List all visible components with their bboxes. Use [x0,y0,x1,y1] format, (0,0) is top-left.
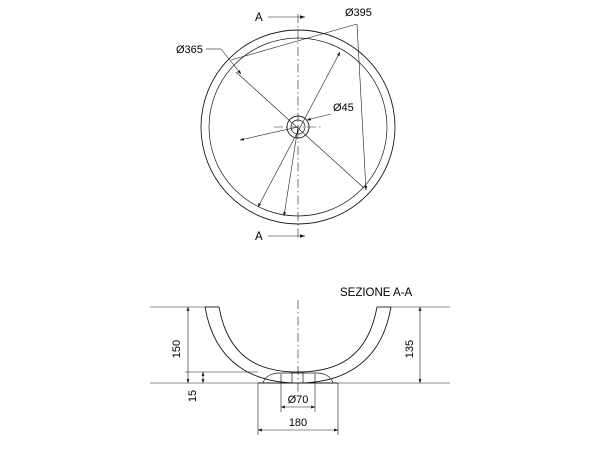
section-view-group [150,287,450,435]
dim-inner-diameter: Ø365 [176,44,203,56]
section-mark-top: A [255,12,263,24]
dim-foot-height: 15 [187,389,199,403]
section-title: SEZIONE A-A [340,287,413,299]
dim-drain-diameter: Ø45 [333,102,354,114]
section-mark-bottom: A [255,231,263,243]
dim-base-width: 180 [288,417,308,429]
d395-leader [357,24,366,190]
diagonal-dim-2 [258,52,340,207]
top-view-group [176,7,395,243]
dim-height-left: 150 [171,339,183,359]
diagonal-dim-1 [236,72,364,188]
d395-leader-tail [231,24,357,60]
diagonal-dim-3 [284,127,298,216]
dim-height-right: 135 [404,339,416,359]
dim-foot-diameter: Ø70 [287,394,309,406]
dim-outer-diameter: Ø395 [345,7,372,19]
d45-leader [307,114,331,120]
drain-boss [292,372,303,383]
